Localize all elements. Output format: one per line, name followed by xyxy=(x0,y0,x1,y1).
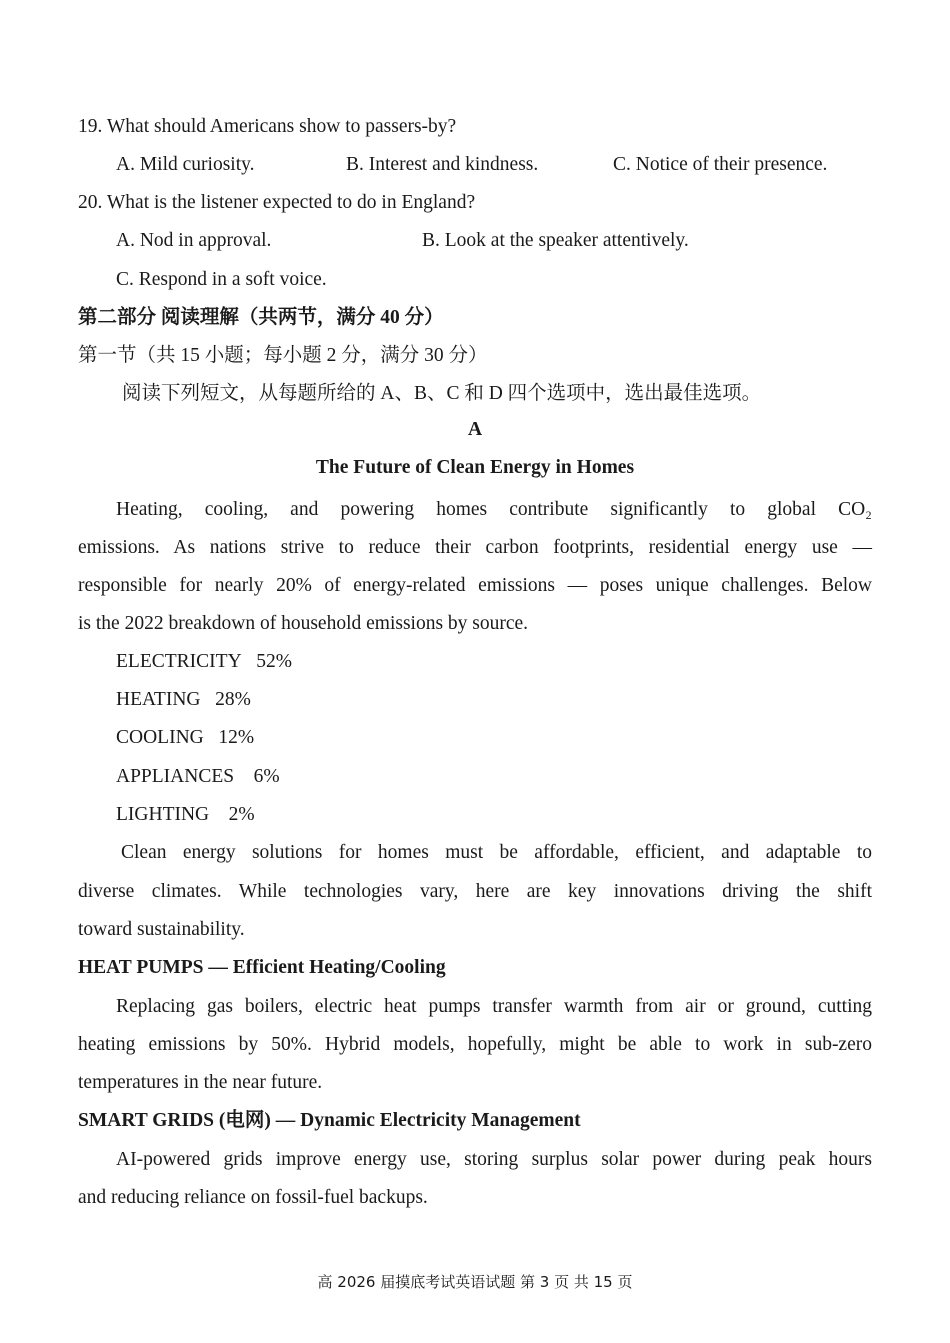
source-label: COOLING xyxy=(116,727,204,748)
source-label: LIGHTING xyxy=(116,804,210,825)
text-line: AI-powered grids improve energy use, storing surplus solar power during peak hours xyxy=(116,1149,872,1170)
text-line: diverse climates. While technologies vary, here are key innovations driving the shift xyxy=(78,881,872,902)
source-value: 52% xyxy=(256,651,293,672)
text-line: emissions. As nations strive to reduce their carbon footprints, residential energy use — xyxy=(78,537,872,558)
page-footer: 高 2026 届摸底考试英语试题 第 3 页 共 15 页 xyxy=(317,1273,633,1291)
text-line: responsible for nearly 20% of energy-related emissions — poses unique challenges. Below xyxy=(78,575,872,596)
text-line: temperatures in the near future. xyxy=(78,1072,323,1093)
breakdown-item xyxy=(116,725,254,751)
section-subtitle: 第一节（共 15 小题；每小题 2 分，满分 30 分） xyxy=(78,345,488,366)
text-line: is the 2022 breakdown of household emissions by source. xyxy=(78,613,529,634)
source-value: 28% xyxy=(215,689,251,710)
source-label: APPLIANCES xyxy=(116,766,235,787)
source-label: HEATING xyxy=(116,689,201,710)
option-c: C. Respond in a soft voice. xyxy=(116,269,327,290)
breakdown-item xyxy=(116,802,255,828)
passage-letter: A xyxy=(467,419,483,440)
text-line: heating emissions by 50%. Hybrid models, hopefully, might be able to work in sub-zero xyxy=(78,1034,872,1055)
question-stem: 19. What should Americans show to passers-by? xyxy=(78,116,457,137)
breakdown-item xyxy=(116,764,280,790)
breakdown-item xyxy=(116,649,292,675)
source-value: 2% xyxy=(228,804,255,825)
option-b: B. Look at the speaker attentively. xyxy=(422,230,689,251)
text-line: and reducing reliance on fossil-fuel backups. xyxy=(78,1187,428,1208)
text-line: Replacing gas boilers, electric heat pumps transfer warmth from air or ground, cutting xyxy=(116,996,872,1017)
question-stem: 20. What is the listener expected to do in England? xyxy=(78,192,476,213)
option-a: A. Nod in approval. xyxy=(116,230,272,251)
text-line: Clean energy solutions for homes must be affordable, efficient, and adaptable to xyxy=(121,842,872,863)
source-label: ELECTRICITY xyxy=(116,651,242,672)
passage-title: The Future of Clean Energy in Homes xyxy=(315,457,635,478)
source-value: 12% xyxy=(218,727,255,748)
option-a: A. Mild curiosity. xyxy=(116,154,255,175)
text-line: Heating, cooling, and powering homes contribute significantly to global CO₂ xyxy=(116,499,872,520)
part-title: 第二部分 阅读理解（共两节，满分 40 分） xyxy=(78,307,444,328)
text-line: toward sustainability. xyxy=(78,919,245,940)
heading-heat-pumps: HEAT PUMPS — Efficient Heating/Cooling xyxy=(78,957,446,978)
option-c: C. Notice of their presence. xyxy=(613,154,828,175)
source-value: 6% xyxy=(253,766,280,787)
heading-smart-grids: SMART GRIDS (电网) — Dynamic Electricity Management xyxy=(78,1110,581,1131)
breakdown-item xyxy=(116,687,251,713)
option-b: B. Interest and kindness. xyxy=(346,154,539,175)
instruction: 阅读下列短文，从每题所给的 A、B、C 和 D 四个选项中，选出最佳选项。 xyxy=(122,383,762,404)
